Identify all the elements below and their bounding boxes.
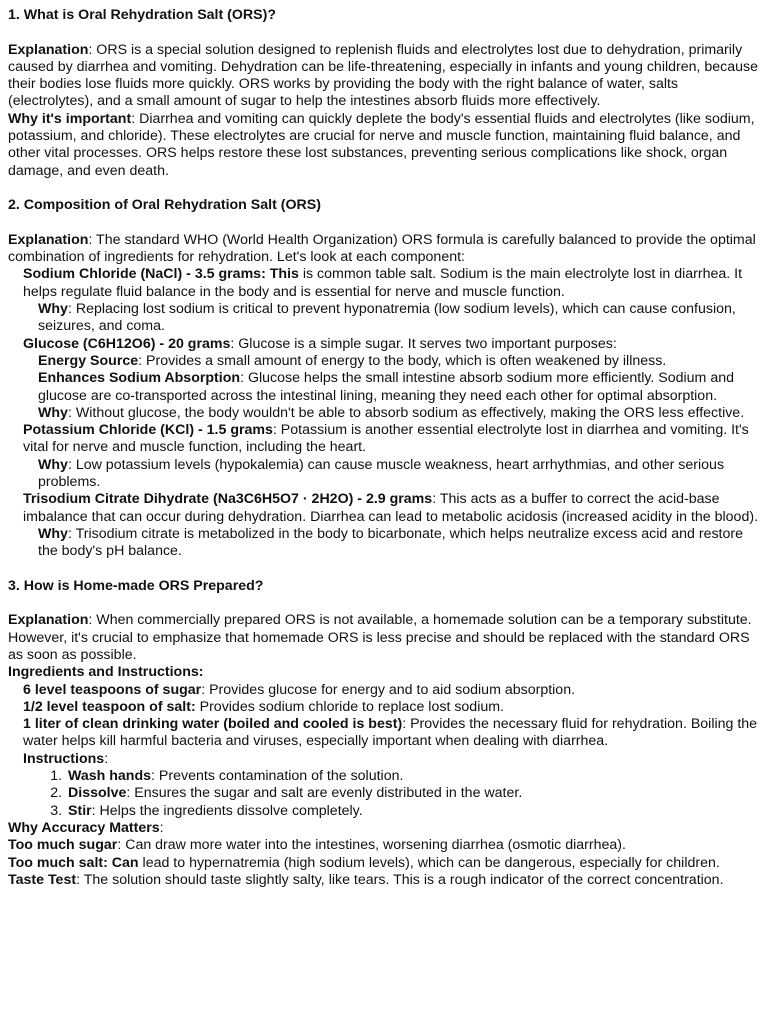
glucose-item: Glucose (C6H12O6) - 20 grams: Glucose is a simple sugar. It serves two important purposes: (23, 335, 617, 352)
why-label: Why it's important (8, 110, 132, 127)
list-item: 1. Wash hands: Prevents contamination of the solution. (66, 768, 760, 785)
section-2-heading: 2. Composition of Oral Rehydration Salt (ORS) (8, 197, 321, 214)
s1-explanation: Explanation: ORS is a special solution designed to replenish fluids and electrolytes lost due to dehydration, primarily caused by diarrhea and vomiting. Dehydration can be life-threatening, especially in infants and young children, because their bodies lose fluids more quickly. ORS works by providing the body with the right balance of water, salts (electrolytes), and a small amount of sugar to help the intestines absorb fluids more effectively. (8, 41, 759, 110)
s2-explanation: Explanation: The standard WHO (World Health Organization) ORS formula is carefully balanced to provide the optimal combination of ingredients for rehydration. Let's look at each component: (8, 231, 756, 266)
kcl-item: Potassium Chloride (KCl) - 1.5 grams: Potassium is another essential electrolyte lost in diarrhea and vomiting. It's vital for nerve and muscle function, including the heart. (23, 422, 749, 456)
explanation-label: Explanation (8, 231, 89, 248)
too-much-salt: Too much salt: Can lead to hypernatremia (high sodium levels), which can be dangerous, especially for children. (8, 854, 720, 871)
energy-source-item: Energy Source: Provides a small amount of energy to the body, which is often weakened by illness. (38, 352, 667, 369)
nacl-why: Why: Replacing lost sodium is critical to prevent hyponatremia (low sodium levels), which can cause confusion, seizures, and coma. (38, 301, 736, 335)
glucose-why: Why: Without glucose, the body wouldn't be able to absorb sodium as effectively, making the ORS less effective. (38, 404, 745, 421)
enhances-absorption-item: Enhances Sodium Absorption: Glucose helps the small intestine absorb sodium more efficiently. Sodium and glucose are co-transported across the intestinal lining, meaning they need each other for optimal absorption. (38, 370, 734, 404)
section-3-heading: 3. How is Home-made ORS Prepared? (8, 577, 264, 594)
instructions-label: Instructions: (23, 750, 109, 767)
s1-why: Why it's important: Diarrhea and vomiting can quickly deplete the body's essential fluids and electrolytes (like sodium, potassium, and chloride). These electrolytes are crucial for nerve and muscle function, maintaining fluid balance, and other vital processes. ORS helps restore these lost substances, preventing serious complications like shock, organ damage, and even death. (8, 110, 755, 179)
salt-item: 1/2 level teaspoon of salt: Provides sodium chloride to replace lost sodium. (23, 698, 505, 715)
section-1-heading: 1. What is Oral Rehydration Salt (ORS)? (8, 7, 277, 23)
sugar-item: 6 level teaspoons of sugar: Provides glucose for energy and to aid sodium absorption. (23, 681, 576, 698)
ingredients-heading: Ingredients and Instructions: (8, 664, 204, 681)
citrate-item: Trisodium Citrate Dihydrate (Na3C6H5O7 · 2H2O) - 2.9 grams: This acts as a buffer to correct the acid-base imbalance that can occur during dehydration. Diarrhea can lead to metabolic acidosis (increased acidity in the blood). (23, 491, 759, 525)
accuracy-heading: Why Accuracy Matters: (8, 819, 164, 836)
list-item: 2. Dissolve: Ensures the sugar and salt are evenly distributed in the water. (66, 785, 760, 802)
kcl-why: Why: Low potassium levels (hypokalemia) can cause muscle weakness, heart arrhythmias, and other serious problems. (38, 456, 725, 491)
citrate-why: Why: Trisodium citrate is metabolized in the body to bicarbonate, which helps neutralize excess acid and restore the body's pH balance. (38, 525, 744, 560)
explanation-label: Explanation (8, 41, 89, 58)
s3-explanation: Explanation: When commercially prepared ORS is not available, a homemade solution can be a temporary substitute. However, it's crucial to emphasize that homemade ORS is less precise and should be replaced with the standard ORS as soon as possible. (8, 612, 752, 663)
explanation-label: Explanation (8, 612, 89, 629)
nacl-item: Sodium Chloride (NaCl) - 3.5 grams: This is common table salt. Sodium is the main electrolyte lost in diarrhea. It helps regulate fluid balance in the body and is essential for nerve and muscle function. (23, 266, 743, 300)
too-much-sugar: Too much sugar: Can draw more water into the intestines, worsening diarrhea (osmotic diarrhea). (8, 837, 626, 854)
list-item: 3. Stir: Helps the ingredients dissolve completely. (66, 803, 760, 820)
instructions-list (8, 768, 760, 820)
taste-test: Taste Test: The solution should taste slightly salty, like tears. This is a rough indicator of the correct concentration. (8, 871, 724, 888)
water-item: 1 liter of clean drinking water (boiled and cooled is best): Provides the necessary fluid for rehydration. Boiling the water helps kill harmful bacteria and viruses, especially important when dealing with diarrhea. (23, 716, 758, 750)
